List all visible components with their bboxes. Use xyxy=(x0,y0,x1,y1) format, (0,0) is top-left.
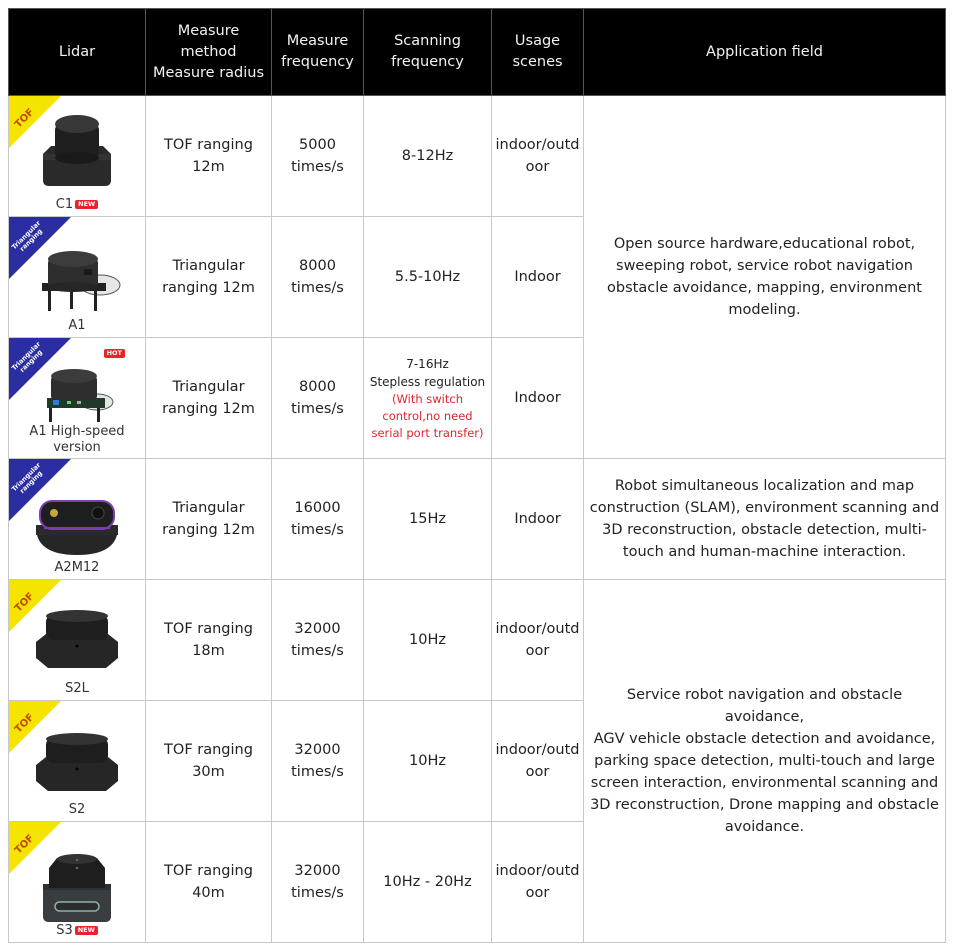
measure-method-cell: TOF ranging 18m xyxy=(146,580,272,701)
lidar-a2m12-image xyxy=(32,497,122,559)
header-measure-method: Measure method Measure radius xyxy=(146,9,272,96)
scan-note: (With switch control,no need serial port transfer) xyxy=(371,391,484,440)
measure-method-cell: TOF ranging 40m xyxy=(146,822,272,943)
lidar-c1-image xyxy=(37,110,117,192)
table-row xyxy=(9,96,946,217)
header-lidar: Lidar xyxy=(9,9,146,96)
new-badge: NEW xyxy=(75,200,98,209)
model-name: A1 xyxy=(68,318,86,333)
usage-scenes-cell: indoor/outd oor xyxy=(492,96,584,217)
usage-scenes-cell: Indoor xyxy=(492,459,584,580)
measure-frequency-cell: 16000 times/s xyxy=(272,459,364,580)
ribbon-label: Triangular ranging xyxy=(10,219,44,253)
lidar-a1-high-speed-image xyxy=(37,368,117,426)
model-name: A2M12 xyxy=(54,560,100,575)
measure-frequency-cell: 32000 times/s xyxy=(272,580,364,701)
new-badge: NEW xyxy=(75,926,98,935)
usage-scenes-cell: indoor/outd oor xyxy=(492,822,584,943)
ribbon-label: TOF xyxy=(13,832,37,857)
measure-frequency-cell: 8000 times/s xyxy=(272,338,364,459)
measure-frequency-cell: 5000 times/s xyxy=(272,96,364,217)
measure-frequency-cell: 32000 times/s xyxy=(272,701,364,822)
usage-scenes-cell: Indoor xyxy=(492,217,584,338)
lidar-cell-s2 xyxy=(9,701,146,822)
lidar-cell-s2l xyxy=(9,580,146,701)
lidar-cell-s3 xyxy=(9,822,146,943)
model-name: A1 High-speed xyxy=(29,424,125,439)
usage-scenes-cell: Indoor xyxy=(492,338,584,459)
header-application-field: Application field xyxy=(584,9,946,96)
application-field-cell-group-1: Open source hardware,educational robot, sweeping robot, service robot navigation obstacle avoidance, mapping, environment modeling. xyxy=(584,96,946,459)
measure-frequency-cell: 8000 times/s xyxy=(272,217,364,338)
model-name-line2: version xyxy=(53,440,101,455)
ribbon-label: TOF xyxy=(13,106,37,131)
lidar-a1-image xyxy=(32,247,122,317)
lidar-cell-a1 xyxy=(9,217,146,338)
lidar-comparison-table xyxy=(8,8,946,943)
table-row xyxy=(9,580,946,701)
ribbon-label: TOF xyxy=(13,711,37,736)
measure-method-cell: TOF ranging 30m xyxy=(146,701,272,822)
lidar-s3-image xyxy=(39,850,115,924)
measure-method-cell: Triangular ranging 12m xyxy=(146,338,272,459)
table-row xyxy=(9,459,946,580)
scanning-frequency-cell: 7-16Hz Stepless regulation (With switch control,no need serial port transfer) xyxy=(364,338,492,459)
header-row xyxy=(9,9,946,96)
measure-method-cell: Triangular ranging 12m xyxy=(146,459,272,580)
lidar-cell-a1-high-speed xyxy=(9,338,146,459)
usage-scenes-cell: indoor/outd oor xyxy=(492,580,584,701)
header-scanning-frequency: Scanning frequency xyxy=(364,9,492,96)
application-field-cell-group-2: Robot simultaneous localization and map construction (SLAM), environment scanning and 3D reconstruction, obstacle detection, multi- touch and human-machine interaction. xyxy=(584,459,946,580)
application-field-cell-group-3: Service robot navigation and obstacle avoidance, AGV vehicle obstacle detection and avoidance, parking space detection, multi-touch and large screen interaction, environmental scanning and 3D reconstruction, Drone mapping and obstacle avoidance. xyxy=(584,580,946,943)
header-usage-scenes: Usage scenes xyxy=(492,9,584,96)
model-name: S2L xyxy=(65,681,89,696)
lidar-s2-image xyxy=(32,731,122,795)
model-name: C1 xyxy=(55,197,74,212)
scanning-frequency-cell: 10Hz xyxy=(364,580,492,701)
ribbon-label: TOF xyxy=(13,590,37,615)
lidar-s2l-image xyxy=(32,608,122,672)
lidar-cell-c1 xyxy=(9,96,146,217)
scanning-frequency-cell: 10Hz - 20Hz xyxy=(364,822,492,943)
measure-frequency-cell: 32000 times/s xyxy=(272,822,364,943)
header-measure-frequency: Measure frequency xyxy=(272,9,364,96)
ribbon-label: Triangular ranging xyxy=(10,340,44,374)
lidar-cell-a2m12 xyxy=(9,459,146,580)
scanning-frequency-cell: 10Hz xyxy=(364,701,492,822)
scanning-frequency-cell: 15Hz xyxy=(364,459,492,580)
model-name: S2 xyxy=(68,802,86,817)
model-name: S3 xyxy=(56,923,73,938)
measure-method-cell: TOF ranging 12m xyxy=(146,96,272,217)
ribbon-label: Triangular ranging xyxy=(10,461,44,495)
usage-scenes-cell: indoor/outd oor xyxy=(492,701,584,822)
scanning-frequency-cell: 8-12Hz xyxy=(364,96,492,217)
hot-badge: HOT xyxy=(104,349,125,358)
scanning-frequency-cell: 5.5-10Hz xyxy=(364,217,492,338)
measure-method-cell: Triangular ranging 12m xyxy=(146,217,272,338)
